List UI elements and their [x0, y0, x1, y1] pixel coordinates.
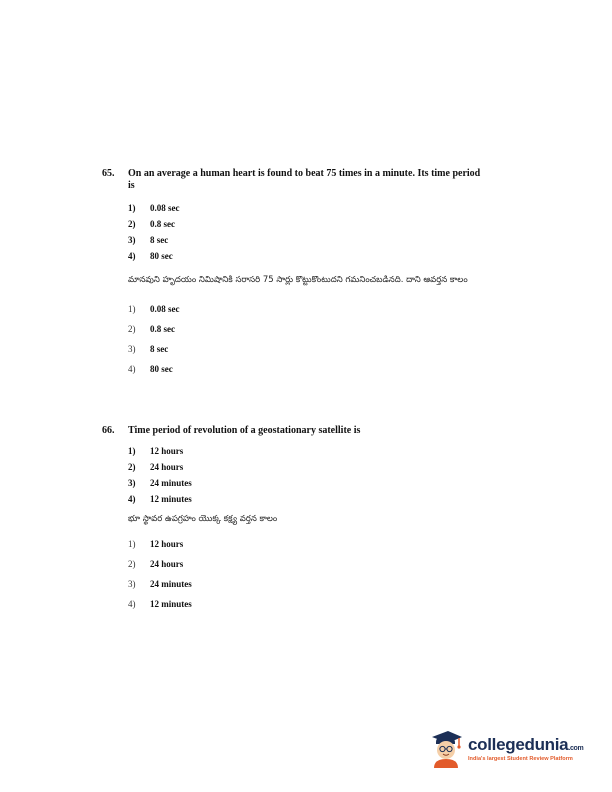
option-2: [128, 216, 488, 232]
question-number: 66.: [102, 425, 115, 436]
telugu-option-1: [128, 299, 488, 319]
options-list: [128, 200, 488, 264]
option-4: [128, 491, 488, 507]
option-number: 2): [128, 324, 136, 334]
telugu-option-1: [128, 534, 488, 554]
option-value: 0.08 sec: [150, 203, 180, 213]
telugu-options-list: [128, 299, 488, 379]
option-number: 1): [128, 446, 136, 456]
option-number: 2): [128, 462, 136, 472]
logo-tagline: India's largest Student Review Platform: [468, 755, 573, 762]
option-value: 24 hours: [150, 559, 184, 569]
question-66: [102, 425, 488, 614]
option-value: 12 minutes: [150, 599, 192, 609]
option-number: 1): [128, 203, 136, 213]
option-number: 4): [128, 494, 136, 504]
telugu-option-2: [128, 319, 488, 339]
logo-name: collegedunia: [468, 734, 569, 754]
question-number: 65.: [102, 168, 115, 179]
option-value: 0.8 sec: [150, 219, 175, 229]
option-value: 24 minutes: [150, 579, 192, 589]
option-value: 12 minutes: [150, 494, 192, 504]
option-value: 12 hours: [150, 539, 184, 549]
telugu-option-4: [128, 594, 488, 614]
option-value: 24 minutes: [150, 478, 192, 488]
option-value: 0.8 sec: [150, 324, 175, 334]
option-1: [128, 200, 488, 216]
telugu-options-list: [128, 534, 488, 614]
telugu-question-text: మానవుని హృదయం నిమిషానికి సరాసరి 75 సార్లు కొట్టుకొంటుదని గమనించబడినది. దాని ఆవర్తన కాలం: [128, 275, 468, 285]
option-number: 4): [128, 364, 136, 374]
option-number: 3): [128, 478, 136, 488]
option-number: 3): [128, 579, 136, 589]
option-number: 1): [128, 304, 136, 314]
question-65: [102, 168, 488, 379]
option-value: 0.08 sec: [150, 304, 180, 314]
telugu-question-text: భూ స్థావర ఉపగ్రహం యొక్క కక్ష్య వర్తన కాలం: [128, 514, 278, 524]
option-value: 8 sec: [150, 344, 169, 354]
option-3: [128, 475, 488, 491]
option-value: 80 sec: [150, 251, 173, 261]
option-1: [128, 443, 488, 459]
option-3: [128, 232, 488, 248]
option-number: 4): [128, 251, 136, 261]
telugu-option-4: [128, 359, 488, 379]
telugu-option-3: [128, 574, 488, 594]
options-list: [128, 443, 488, 507]
option-value: 12 hours: [150, 446, 184, 456]
collegedunia-logo: [428, 728, 583, 768]
question-text: Time period of revolution of a geostationary satellite is: [128, 425, 361, 436]
option-4: [128, 248, 488, 264]
telugu-option-3: [128, 339, 488, 359]
option-value: 80 sec: [150, 364, 173, 374]
telugu-option-2: [128, 554, 488, 574]
logo-wordmark: [468, 735, 583, 762]
option-number: 3): [128, 344, 136, 354]
option-value: 8 sec: [150, 235, 169, 245]
option-2: [128, 459, 488, 475]
student-mascot-icon: [428, 728, 464, 768]
option-number: 3): [128, 235, 136, 245]
logo-tld: .com: [568, 744, 584, 752]
option-value: 24 hours: [150, 462, 184, 472]
question-text: On an average a human heart is found to beat 75 times in a minute. Its time period is: [128, 168, 481, 191]
option-number: 1): [128, 539, 136, 549]
option-number: 4): [128, 599, 136, 609]
option-number: 2): [128, 559, 136, 569]
option-number: 2): [128, 219, 136, 229]
